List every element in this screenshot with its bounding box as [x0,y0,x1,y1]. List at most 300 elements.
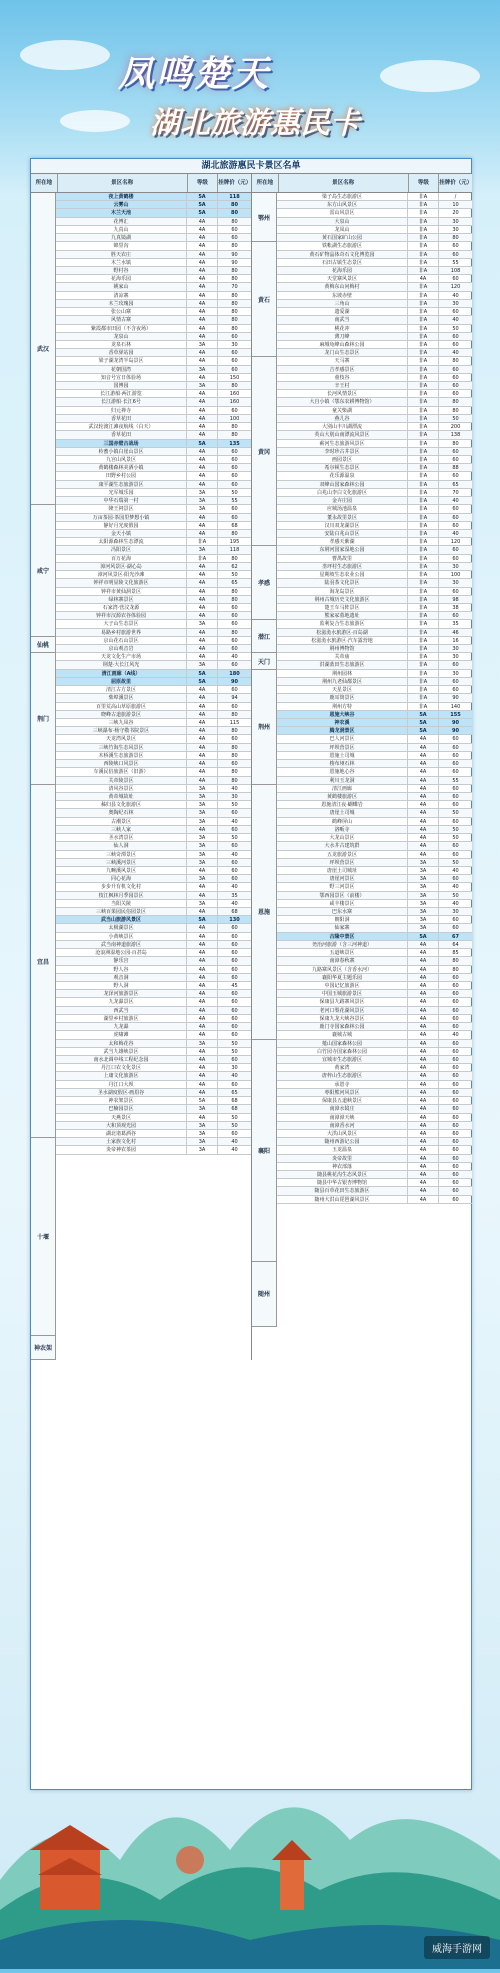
table-row [277,456,472,464]
scenic-price: 80 [231,752,238,759]
table-row [56,357,251,365]
scenic-name: 清江画廊 [277,785,408,792]
scenic-price: 60 [231,226,238,233]
scenic-name: 京山花石山景区 [56,637,187,644]
scenic-name: 柃蜜小镇白崖山景区 [56,448,187,455]
scenic-list-card [30,158,472,1790]
scenic-name: 土家族文化村 [56,1138,187,1145]
scenic-level: 4A [187,703,218,710]
scenic-name: 湖北诸葛酒谷 [56,1130,187,1137]
scenic-price: 120 [450,284,461,291]
scenic-name: 龙门山生态景区 [277,349,408,356]
scenic-name: 百万花海 [56,555,187,562]
scenic-price: 50 [231,835,238,842]
table-row [56,768,251,776]
scenic-level: 非A [408,325,439,332]
scenic-level: 3A [187,834,218,841]
table-row [56,234,251,242]
table-row [277,1040,472,1048]
scenic-level: 4A [187,431,218,438]
scenic-price: 50 [231,1040,238,1047]
table-row [277,941,472,949]
table-row [56,1089,251,1097]
scenic-name: 鹤峰屏山 [277,818,408,825]
scenic-level: 4A [187,867,218,874]
city-cell: 神农架 [31,1336,55,1361]
scenic-level: 4A [408,1056,439,1063]
scenic-price: 60 [452,925,459,932]
scenic-level: 5A [187,440,218,447]
scenic-level: 3A [187,842,218,849]
scenic-price: 60 [231,637,238,644]
scenic-name: 古潮景区 [56,818,187,825]
scenic-name: 归元禅寺 [56,407,187,414]
scenic-name: 隆王祠景区 [56,505,187,512]
table-row [277,300,472,308]
scenic-price: 50 [231,1048,238,1055]
table-row [56,1023,251,1031]
scenic-price: 60 [231,481,238,488]
scenic-level: 非A [408,596,439,603]
bell-icon [176,1846,204,1874]
scenic-level: 4A [187,283,218,290]
scenic-name: 曹禺故里 [277,555,408,562]
scenic-price: 118 [229,194,240,200]
scenic-price: 30 [452,300,459,307]
table-row [56,933,251,941]
scenic-price: 60 [231,235,238,242]
scenic-level: 4A [187,653,218,660]
scenic-level: 非A [408,398,439,405]
scenic-price: 60 [452,1073,459,1080]
header-level: 等级 [409,174,440,192]
scenic-price: 40 [231,900,238,907]
table-row [277,1056,472,1064]
scenic-level: 4A [187,472,218,479]
table-row [277,1031,472,1039]
scenic-price: 80 [231,309,238,316]
table-row [277,1097,472,1105]
scenic-level: 4A [187,727,218,734]
scenic-level: 非A [408,514,439,521]
table-row [56,555,251,563]
scenic-price: 60 [231,950,238,957]
scenic-name: 腾龙洞景区 [277,727,408,734]
scenic-level: 4A [408,1048,439,1055]
scenic-level: 4A [408,1122,439,1129]
table-row [56,908,251,916]
scenic-level: 4A [408,1007,439,1014]
scenic-price: 40 [452,867,459,874]
scenic-name: 黄梅东山问梅村 [277,283,408,290]
table-row [277,538,472,546]
table-row [277,1155,472,1163]
scenic-name: 五道峡景区 [277,949,408,956]
scenic-level: 4A [408,834,439,841]
scenic-level: 4A [408,744,439,751]
left-column [31,174,252,1360]
scenic-level: 非A [408,579,439,586]
scenic-level: 4A [187,259,218,266]
table-row [277,1072,472,1080]
table-row [56,489,251,497]
scenic-level: 4A [187,374,218,381]
scenic-price: 60 [231,1130,238,1137]
scenic-name: 中国记忆旅游区 [277,982,408,989]
table-row [56,949,251,957]
scenic-level: 4A [187,957,218,964]
scenic-level: 非A [408,464,439,471]
table-row [277,711,472,719]
scenic-level: 3A [408,924,439,931]
scenic-name: 蕲河生态旅游风景区 [277,440,408,447]
table-row [277,1130,472,1138]
scenic-name: 神农架景区 [56,1097,187,1104]
scenic-name: 丹江口农文化景区 [56,1064,187,1071]
scenic-level: 4A [187,218,218,225]
scenic-price: 60 [452,522,459,529]
scenic-price: 80 [231,588,238,595]
scenic-level: 非A [408,423,439,430]
scenic-price: 50 [452,835,459,842]
table-row [277,505,472,513]
scenic-price: 80 [231,432,238,439]
scenic-level: 5A [408,727,439,734]
scenic-name: 荆州博物馆 [277,645,408,652]
table-row [277,218,472,226]
table-row [56,415,251,423]
scenic-price: 60 [452,1139,459,1146]
scenic-level: 4A [408,990,439,997]
scenic-name: 白竹园寺国家森林公园 [277,1048,408,1055]
scenic-level: 非A [408,357,439,364]
scenic-name: 桃花冲 [277,325,408,332]
scenic-name: 燕儿谷 [277,415,408,422]
scenic-price: 60 [231,991,238,998]
table-row [277,620,472,628]
table-row [277,1122,472,1130]
scenic-name: 唐梓山生态旅游区 [277,1072,408,1079]
scenic-level: 3A [408,900,439,907]
table-row [56,916,251,924]
scenic-price: 60 [231,514,238,521]
scenic-level: 4A [187,423,218,430]
table-row [277,719,472,727]
scenic-name: 云雾山 [56,201,187,208]
table-row [277,883,472,891]
scenic-level: 4A [408,1163,439,1170]
table-row [56,1040,251,1048]
scenic-level: 4A [187,357,218,364]
table-row [56,1048,251,1056]
header-banner [0,0,500,152]
scenic-price: 60 [452,341,459,348]
scenic-price: 60 [452,876,459,883]
scenic-name: 童枝谷 [277,374,408,381]
scenic-name: 天龙湾风景区 [56,735,187,742]
scenic-price: 90 [452,728,459,735]
scenic-price: 60 [452,1040,459,1047]
scenic-level: 4A [408,801,439,808]
scenic-name: 丹江口大坝 [56,1081,187,1088]
scenic-level: 非A [408,588,439,595]
scenic-name: 应城汤池温泉 [277,505,408,512]
scenic-price: 60 [231,867,238,874]
scenic-level: 非A [408,448,439,455]
scenic-level: 4A [408,974,439,981]
table-row [56,727,251,735]
scenic-level: 4A [408,760,439,767]
scenic-name: 老河口梨花湖风景区 [277,1007,408,1014]
scenic-name: 黄石矿物晶体奇石文化博览园 [277,251,408,258]
scenic-price: 40 [231,1139,238,1146]
table-row [56,760,251,768]
scenic-price: 16 [452,637,459,644]
scenic-level: 4A [187,407,218,414]
table-row [56,563,251,571]
table-row [56,218,251,226]
table-row [56,366,251,374]
table-row [277,1081,472,1089]
table-row [56,316,251,324]
table-row [277,390,472,398]
scenic-name: 京山观音岩 [56,645,187,652]
scenic-level: 4A [408,1114,439,1121]
scenic-price: 60 [452,736,459,743]
scenic-name: 承恩寺 [277,1081,408,1088]
scenic-price: 50 [452,325,459,332]
scenic-level: 4A [408,752,439,759]
scenic-name: 东坡赤壁 [277,292,408,299]
scenic-level: 4A [187,941,218,948]
scenic-name: 三国赤壁古战场 [56,440,187,447]
scenic-name: 薄刀峰 [277,333,408,340]
table-row [56,670,251,678]
table-row [277,809,472,817]
table-row [56,1105,251,1113]
scenic-level: 4A [187,777,218,784]
scenic-price: 60 [452,243,459,250]
table-row [277,267,472,275]
scenic-level: 4A [187,744,218,751]
scenic-name: 花博汇 [56,218,187,225]
scenic-price: 40 [231,851,238,858]
scenic-price: 40 [452,317,459,324]
scenic-name: 吉孝感景区 [277,366,408,373]
table-row [56,892,251,900]
scenic-name: 步步升有机文化村 [56,883,187,890]
scenic-level: 3A [408,875,439,882]
scenic-level: 4A [408,966,439,973]
scenic-price: 85 [452,950,459,957]
scenic-price: 60 [452,761,459,768]
table-row [277,1089,472,1097]
scenic-level: 非A [408,472,439,479]
scenic-price: 45 [231,983,238,989]
table-row [277,949,472,957]
scenic-name: 海龙岛景区 [277,588,408,595]
scenic-price: 40 [452,350,459,357]
table-row [277,349,472,357]
table-row [56,661,251,669]
scenic-level: 4A [187,316,218,323]
table-row [56,1138,251,1146]
scenic-price: 30 [231,1065,238,1072]
scenic-level: 4A [187,579,218,586]
table-row [277,283,472,291]
scenic-level: 3A [187,546,218,553]
table-header [252,174,472,193]
scenic-level: 非A [408,415,439,422]
scenic-price: 60 [452,1089,459,1096]
table-row [56,752,251,760]
scenic-level: 5A [408,933,439,940]
scenic-price: 60 [231,1056,238,1063]
scenic-level: 3A [187,851,218,858]
table-row [56,308,251,316]
scenic-level: 4A [187,226,218,233]
scenic-name: 大洪山风景区 [277,1130,408,1137]
scenic-level: 5A [408,711,439,718]
scenic-name: 安陆白兆山景区 [277,530,408,537]
scenic-level: 4A [408,1155,439,1162]
scenic-price: 60 [231,1015,238,1022]
table-row [277,1138,472,1146]
table-row [56,941,251,949]
table-row [56,1114,251,1122]
scenic-name: 木桥溪生态旅游景区 [56,752,187,759]
scenic-level: 4A [187,1007,218,1014]
scenic-name: 松滋洈水旅游区·百岛湖 [277,629,408,636]
table-row [56,1081,251,1089]
scenic-price: 130 [229,917,240,924]
scenic-level: 5A [187,193,218,200]
scenic-name: 大和顶观光园 [56,1122,187,1129]
scenic-level: 5A [408,719,439,726]
scenic-price: 60 [452,678,459,685]
table-row [56,1146,251,1154]
scenic-level: 4A [408,735,439,742]
scenic-name: 坪坝营景区 [277,859,408,866]
scenic-price: 60 [452,1024,459,1031]
scenic-name: 木兰水镇 [56,259,187,266]
table-row [56,703,251,711]
scenic-level: 非A [408,678,439,685]
scenic-level: 5A [187,916,218,923]
scenic-price: 60 [231,999,238,1006]
table-row [277,588,472,596]
scenic-price: 65 [452,481,459,488]
scenic-name: 荆州九老仙都景区 [277,678,408,685]
scenic-name: 鹿门寺国家森林公园 [277,1023,408,1030]
table-row [56,390,251,398]
scenic-name: 三峡人家 [56,826,187,833]
scenic-price: 60 [231,604,238,611]
scenic-price: 80 [452,399,459,406]
scenic-name: 遗爱湖 [277,308,408,315]
scenic-name: 荆州古城历史文化旅游区 [277,596,408,603]
scenic-price: 60 [231,941,238,948]
scenic-price: 60 [452,333,459,340]
scenic-level: 非A [408,316,439,323]
scenic-price: 80 [231,596,238,603]
scenic-name: 玉龙温泉 [277,1146,408,1153]
scenic-level: 4A [187,612,218,619]
table-row [56,1130,251,1138]
scenic-price: 140 [450,703,461,710]
scenic-name: 易路乡村旅游世界 [56,629,187,636]
scenic-level: 4A [408,982,439,989]
scenic-level: 4A [408,957,439,964]
scenic-name: 黄鹤楼森林美酒小镇 [56,464,187,471]
rows [56,193,251,1360]
scenic-level: 4A [408,1179,439,1186]
banner-title: 凤鸣楚天 [118,53,271,95]
scenic-level: 4A [187,1114,218,1121]
scenic-price: 60 [452,588,459,595]
scenic-level: 非A [408,686,439,693]
scenic-name: 画园景区 [277,456,408,463]
scenic-level: 4A [408,818,439,825]
scenic-level: 3A [408,892,439,899]
scenic-name: 锦里沟 [56,242,187,249]
scenic-name: 巴人河景区 [277,735,408,742]
scenic-level: 4A [187,251,218,258]
table-row [277,735,472,743]
scenic-price: 60 [231,925,238,932]
scenic-level: 4A [187,966,218,973]
scenic-price: 80 [452,440,459,447]
scenic-level: 4A [187,349,218,356]
scenic-name: 九真镜湖 [56,234,187,241]
scenic-name: 湖里乡村旅游区 [56,1015,187,1022]
scenic-price: 90 [452,695,459,702]
scenic-price: 60 [231,958,238,965]
table-row [56,859,251,867]
scenic-price: 64 [452,941,459,948]
table-row [277,1015,472,1023]
scenic-price: 80 [231,243,238,250]
scenic-price: 80 [231,728,238,735]
scenic-name: 双峰山国家森林公园 [277,481,408,488]
scenic-level: 3A [408,867,439,874]
scenic-price: 60 [452,547,459,554]
scenic-price: 10 [452,202,459,209]
table-row [56,456,251,464]
table-row [56,472,251,480]
scenic-level: 4A [187,974,218,981]
scenic-price: 60 [452,687,459,694]
scenic-level: 3A [187,1105,218,1112]
table-row [56,1072,251,1080]
table-row [277,760,472,768]
scenic-name: 金卉庄园 [277,497,408,504]
header-city: 所在地 [252,174,279,192]
table-row [56,900,251,908]
header-name: 景区名称 [279,174,409,192]
scenic-name: 康平湖生态旅游景区 [56,481,187,488]
scenic-level: 4A [187,760,218,767]
scenic-level: 3A [187,875,218,882]
scenic-price: 60 [452,448,459,455]
scenic-name: 九畹溪风景区 [56,867,187,874]
header-name: 景区名称 [58,174,188,192]
scenic-name: 田野乡村公园 [56,472,187,479]
scenic-name: 圣水湖度假区·画眉谷 [56,1089,187,1096]
scenic-price: 80 [231,424,238,431]
scenic-price: 60 [452,613,459,620]
scenic-price: 70 [452,489,459,496]
